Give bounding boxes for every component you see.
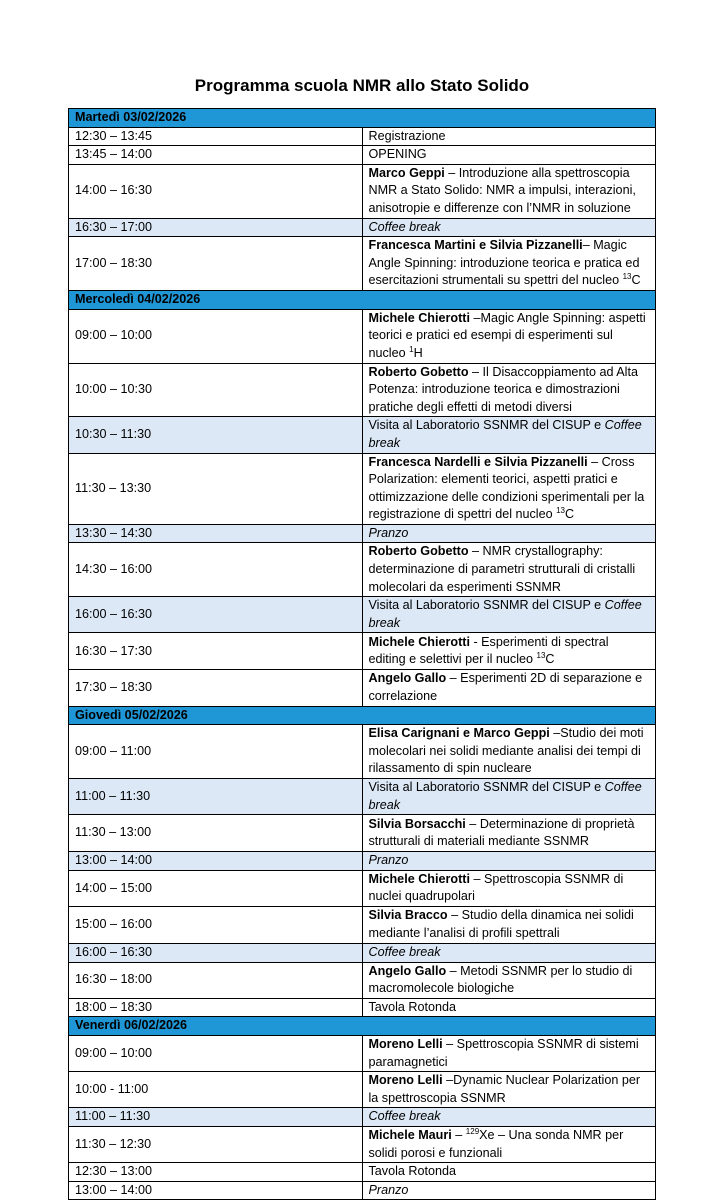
speaker-name: Angelo Gallo (368, 963, 447, 978)
table-row (69, 852, 656, 871)
speaker-name: Moreno Lelli (368, 1073, 443, 1088)
table-row (69, 1126, 656, 1162)
schedule-body (69, 109, 656, 1200)
activity-text: – Magic Angle Spinning: introduzione teorica e pratica ed esercitazioni strumentali su spettri del nucleo (368, 238, 640, 288)
table-row (69, 597, 656, 633)
activity-text: Visita al Laboratorio SSNMR del CISUP e (368, 598, 605, 613)
time-cell: 09:00 – 10:00 (69, 1035, 363, 1071)
time-cell: 16:00 – 16:30 (69, 943, 363, 962)
activity-text: Tavola Rotonda (368, 999, 457, 1014)
activity-text: – Cross Polarization: elementi teorici, aspetti pratici e ottimizzazione delle condizioni sperimentali per la registrazione di spettri del nucleo (368, 454, 645, 522)
activity-text: Coffee break (368, 219, 441, 234)
table-row (69, 309, 656, 363)
table-row (69, 524, 656, 543)
speaker-name: Marco Geppi (368, 165, 445, 180)
activity-cell (362, 127, 656, 146)
activity-text: H (413, 345, 423, 360)
speaker-name: Roberto Gobetto (368, 544, 469, 559)
activity-text: C (565, 507, 575, 522)
activity-text: C (545, 652, 555, 667)
time-cell: 11:30 – 12:30 (69, 1126, 363, 1162)
speaker-name: Silvia Borsacchi (368, 816, 466, 831)
time-cell: 10:00 - 11:00 (69, 1072, 363, 1108)
activity-cell (362, 543, 656, 597)
table-row (69, 417, 656, 453)
time-cell: 13:30 – 14:30 (69, 524, 363, 543)
activity-text: – (451, 1127, 466, 1142)
table-row (69, 943, 656, 962)
day-header-row (69, 1017, 656, 1036)
speaker-name: Francesca Nardelli e Silvia Pizzanelli (368, 454, 588, 469)
table-row (69, 633, 656, 670)
speaker-name: Elisa Carignani e Marco Geppi (368, 726, 550, 741)
activity-cell (362, 1108, 656, 1127)
isotope-superscript: 13 (622, 272, 632, 282)
time-cell: 12:30 – 13:00 (69, 1163, 363, 1182)
activity-text: Visita al Laboratorio SSNMR del CISUP e (368, 780, 605, 794)
time-cell: 16:30 – 17:30 (69, 633, 363, 670)
activity-text: – Spettroscopia SSNMR di sistemi paramagnetici (368, 1036, 639, 1069)
activity-text: Coffee break (368, 780, 642, 812)
day-header: Venerdì 06/02/2026 (69, 1017, 656, 1036)
time-cell: 12:30 – 13:45 (69, 127, 363, 146)
table-row (69, 1108, 656, 1127)
isotope-superscript: 129 (465, 1126, 480, 1136)
table-row (69, 543, 656, 597)
activity-cell (362, 943, 656, 962)
activity-text: Coffee break (368, 598, 642, 630)
activity-text: –Dynamic Nuclear Polarization per la spettroscopia SSNMR (368, 1073, 641, 1105)
table-row (69, 962, 656, 998)
activity-text: –Studio dei moti molecolari nei solidi mediante analisi dei tempi di rilassamento di spin nucleare (368, 726, 644, 776)
table-row (69, 870, 656, 906)
activity-text: – Metodi SSNMR per lo studio di macromolecole biologiche (368, 963, 633, 996)
table-row (69, 725, 656, 779)
activity-cell (362, 852, 656, 871)
table-row (69, 237, 656, 291)
time-cell: 17:00 – 18:30 (69, 237, 363, 291)
table-row (69, 164, 656, 218)
time-cell: 13:00 – 14:00 (69, 852, 363, 871)
time-cell: 11:00 – 11:30 (69, 779, 363, 815)
activity-text: Coffee break (368, 418, 642, 450)
activity-cell (362, 1126, 656, 1162)
activity-cell (362, 597, 656, 633)
time-cell: 17:30 – 18:30 (69, 670, 363, 706)
activity-text: –Magic Angle Spinning: aspetti teorici e pratici ed esempi di esperimenti sul nucleo (368, 310, 646, 360)
activity-cell (362, 1035, 656, 1071)
activity-text: – Determinazione di proprietà strutturali di materiali mediante SSNMR (368, 816, 635, 849)
time-cell: 11:30 – 13:00 (69, 815, 363, 852)
activity-cell (362, 363, 656, 417)
activity-cell (362, 633, 656, 670)
time-cell: 15:00 – 16:00 (69, 906, 363, 943)
activity-text: Pranzo (368, 853, 409, 868)
time-cell: 16:00 – 16:30 (69, 597, 363, 633)
speaker-name: Michele Mauri (368, 1127, 452, 1142)
time-cell: 14:00 – 16:30 (69, 164, 363, 218)
activity-cell (362, 453, 656, 524)
activity-text: Coffee break (368, 944, 441, 959)
speaker-name: Francesca Martini e Silvia Pizzanelli (368, 238, 583, 253)
activity-cell (362, 1181, 656, 1200)
speaker-name: Michele Chierotti (368, 310, 470, 325)
day-header-row (69, 706, 656, 725)
activity-text: - Esperimenti di spectral editing e selettivi per il nucleo (368, 634, 609, 667)
activity-text: Registrazione (368, 128, 446, 143)
day-header-row (69, 109, 656, 128)
activity-cell (362, 1163, 656, 1182)
activity-cell (362, 725, 656, 779)
activity-text: – Introduzione alla spettroscopia NMR a Stato Solido: NMR a impulsi, interazioni, anisotropie e differenze con l’NMR in soluzione (368, 165, 636, 215)
activity-text: – NMR crystallography: determinazione di parametri strutturali di cristalli molecolari da esperimenti SSNMR (368, 544, 636, 594)
activity-cell (362, 417, 656, 453)
activity-cell (362, 962, 656, 998)
speaker-name: Angelo Gallo (368, 671, 447, 686)
activity-text: – Spettroscopia SSNMR di nuclei quadrupolari (368, 871, 624, 904)
activity-cell (362, 164, 656, 218)
table-row (69, 1163, 656, 1182)
activity-text: OPENING (368, 147, 427, 162)
page-title: Programma scuola NMR allo Stato Solido (194, 76, 530, 95)
isotope-superscript: 13 (556, 506, 566, 516)
table-row (69, 670, 656, 706)
isotope-superscript: 1 (409, 344, 414, 354)
activity-text: – Esperimenti 2D di separazione e correlazione (368, 671, 643, 704)
time-cell: 16:30 – 18:00 (69, 962, 363, 998)
speaker-name: Michele Chierotti (368, 634, 470, 649)
table-row (69, 218, 656, 237)
activity-text: Xe – Una sonda NMR per solidi porosi e funzionali (368, 1127, 624, 1160)
activity-cell (362, 998, 656, 1017)
table-row (69, 453, 656, 524)
table-row (69, 998, 656, 1017)
activity-cell (362, 779, 656, 815)
activity-cell (362, 670, 656, 706)
table-row (69, 363, 656, 417)
day-header-row (69, 291, 656, 310)
day-header: Mercoledì 04/02/2026 (69, 291, 656, 310)
activity-text: – Studio della dinamica nei solidi mediante l’analisi di profili spettrali (368, 908, 634, 940)
activity-text: C (631, 273, 641, 288)
activity-text: Tavola Rotonda (368, 1164, 457, 1179)
activity-cell (362, 524, 656, 543)
time-cell: 09:00 – 10:00 (69, 309, 363, 363)
activity-text: Coffee break (368, 1109, 441, 1124)
day-header: Giovedì 05/02/2026 (69, 706, 656, 725)
schedule-table (68, 108, 656, 1200)
time-cell: 16:30 – 17:00 (69, 218, 363, 237)
activity-text: Pranzo (368, 1182, 409, 1197)
time-cell: 11:00 – 11:30 (69, 1108, 363, 1127)
time-cell: 14:30 – 16:00 (69, 543, 363, 597)
time-cell: 10:00 – 10:30 (69, 363, 363, 417)
table-row (69, 146, 656, 165)
time-cell: 18:00 – 18:30 (69, 998, 363, 1017)
table-row (69, 1072, 656, 1108)
activity-text: Visita al Laboratorio SSNMR del CISUP e (368, 418, 605, 433)
time-cell: 13:45 – 14:00 (69, 146, 363, 165)
table-row (69, 779, 656, 815)
table-row (69, 815, 656, 852)
time-cell: 09:00 – 11:00 (69, 725, 363, 779)
time-cell: 11:30 – 13:30 (69, 453, 363, 524)
activity-text: – Il Disaccoppiamento ad Alta Potenza: introduzione teorica e dimostrazioni pratiche degli effetti di metodi diversi (368, 364, 638, 414)
table-row (69, 906, 656, 943)
day-header: Martedì 03/02/2026 (69, 109, 656, 128)
table-row (69, 1181, 656, 1200)
table-row (69, 127, 656, 146)
activity-cell (362, 309, 656, 363)
isotope-superscript: 13 (536, 651, 546, 661)
activity-cell (362, 146, 656, 165)
table-row (69, 1035, 656, 1071)
activity-text: Pranzo (368, 525, 409, 540)
time-cell: 10:30 – 11:30 (69, 417, 363, 453)
speaker-name: Roberto Gobetto (368, 364, 469, 379)
activity-cell (362, 815, 656, 852)
time-cell: 14:00 – 15:00 (69, 870, 363, 906)
speaker-name: Michele Chierotti (368, 871, 470, 886)
activity-cell (362, 218, 656, 237)
time-cell: 13:00 – 14:00 (69, 1181, 363, 1200)
speaker-name: Silvia Bracco (368, 908, 448, 923)
activity-cell (362, 237, 656, 291)
activity-cell (362, 870, 656, 906)
activity-cell (362, 1072, 656, 1108)
activity-cell (362, 906, 656, 943)
speaker-name: Moreno Lelli (368, 1036, 443, 1051)
